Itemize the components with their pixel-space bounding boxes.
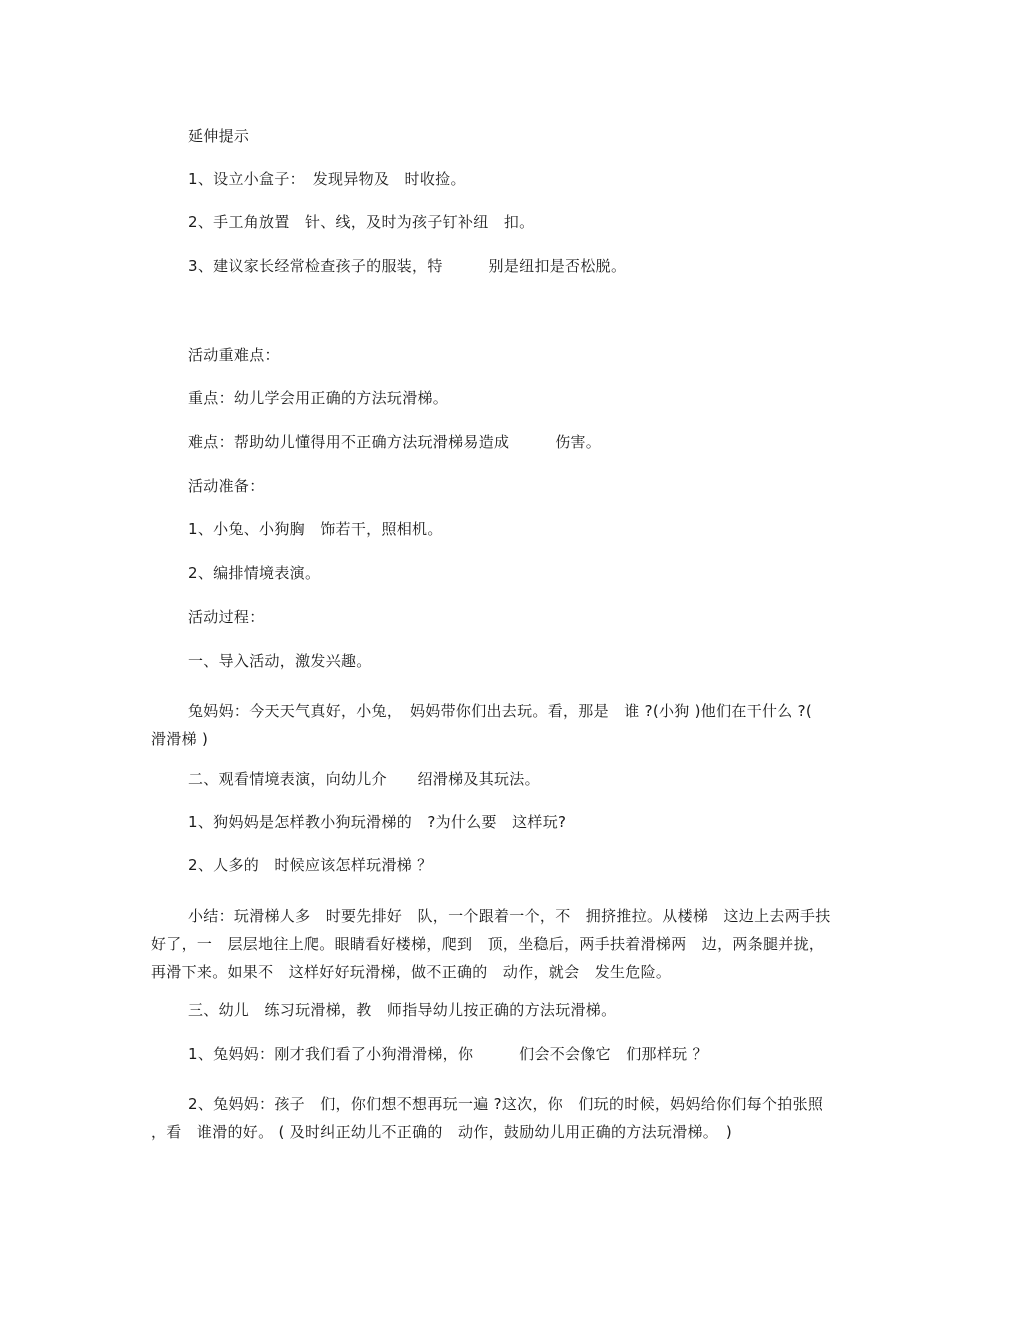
step-3-question-2-line-1: 2、兔妈妈：孩子 们，你们想不想再玩一遍 ?这次，你 们玩的时候，妈妈给你们每个拍张照 [188,1095,824,1113]
step-1-dialogue-line-2: 滑滑梯 ) [151,730,209,748]
step-3-title: 三、幼儿 练习玩滑梯，教 师指导幼儿按正确的方法玩滑梯。 [188,1001,617,1019]
step-1-title: 一、导入活动，激发兴趣。 [188,652,372,670]
summary-line-2: 好了，一 层层地往上爬。眼睛看好楼梯，爬到 顶，坐稳后，两手扶着滑梯两 边，两条腿并拢， [151,935,825,953]
summary-line-1: 小结：玩滑梯人多 时要先排好 队，一个跟着一个，不 拥挤推拉。从楼梯 这边上去两手扶 [188,907,831,925]
hard-point: 难点：帮助幼儿懂得用不正确方法玩滑梯易造成 伤害。 [188,433,602,451]
step-1-dialogue-line-1: 兔妈妈：今天天气真好，小兔， 妈妈带你们出去玩。看，那是 谁 ?(小狗 )他们在干什么 ?( [188,702,813,720]
key-points-heading: 活动重难点： [188,346,280,364]
step-2-question-1: 1、狗妈妈是怎样教小狗玩滑梯的 ?为什么要 这样玩? [188,813,567,831]
preparation-heading: 活动准备： [188,477,265,495]
extension-item-1: 1、设立小盒子： 发现异物及 时收捡。 [188,170,466,188]
extension-item-2: 2、手工角放置 针、线，及时为孩子钉补纽 扣。 [188,213,535,231]
step-2-title: 二、观看情境表演，向幼儿介 绍滑梯及其玩法。 [188,770,540,788]
summary-line-3: 再滑下来。如果不 这样好好玩滑梯，做不正确的 动作，就会 发生危险。 [151,963,672,981]
process-heading: 活动过程： [188,608,265,626]
summary-paragraph [151,902,831,986]
step-3-question-2 [151,1090,823,1146]
step-3-question-1: 1、兔妈妈：刚才我们看了小狗滑滑梯，你 们会不会像它 们那样玩 ？ [188,1045,708,1063]
step-2-question-2: 2、人多的 时候应该怎样玩滑梯 ？ [188,856,433,874]
preparation-item-2: 2、编排情境表演。 [188,564,321,582]
extension-item-3: 3、建议家长经常检查孩子的服装，特 别是纽扣是否松脱。 [188,257,627,275]
step-3-question-2-line-2: ，看 谁滑的好。 ( 及时纠正幼儿不正确的 动作，鼓励幼儿用正确的方法玩滑梯。 ) [151,1123,733,1141]
key-point: 重点：幼儿学会用正确的方法玩滑梯。 [188,389,449,407]
preparation-item-1: 1、小兔、小狗胸 饰若干，照相机。 [188,520,443,538]
extension-heading: 延伸提示 [188,127,250,145]
step-1-dialogue [151,697,812,753]
